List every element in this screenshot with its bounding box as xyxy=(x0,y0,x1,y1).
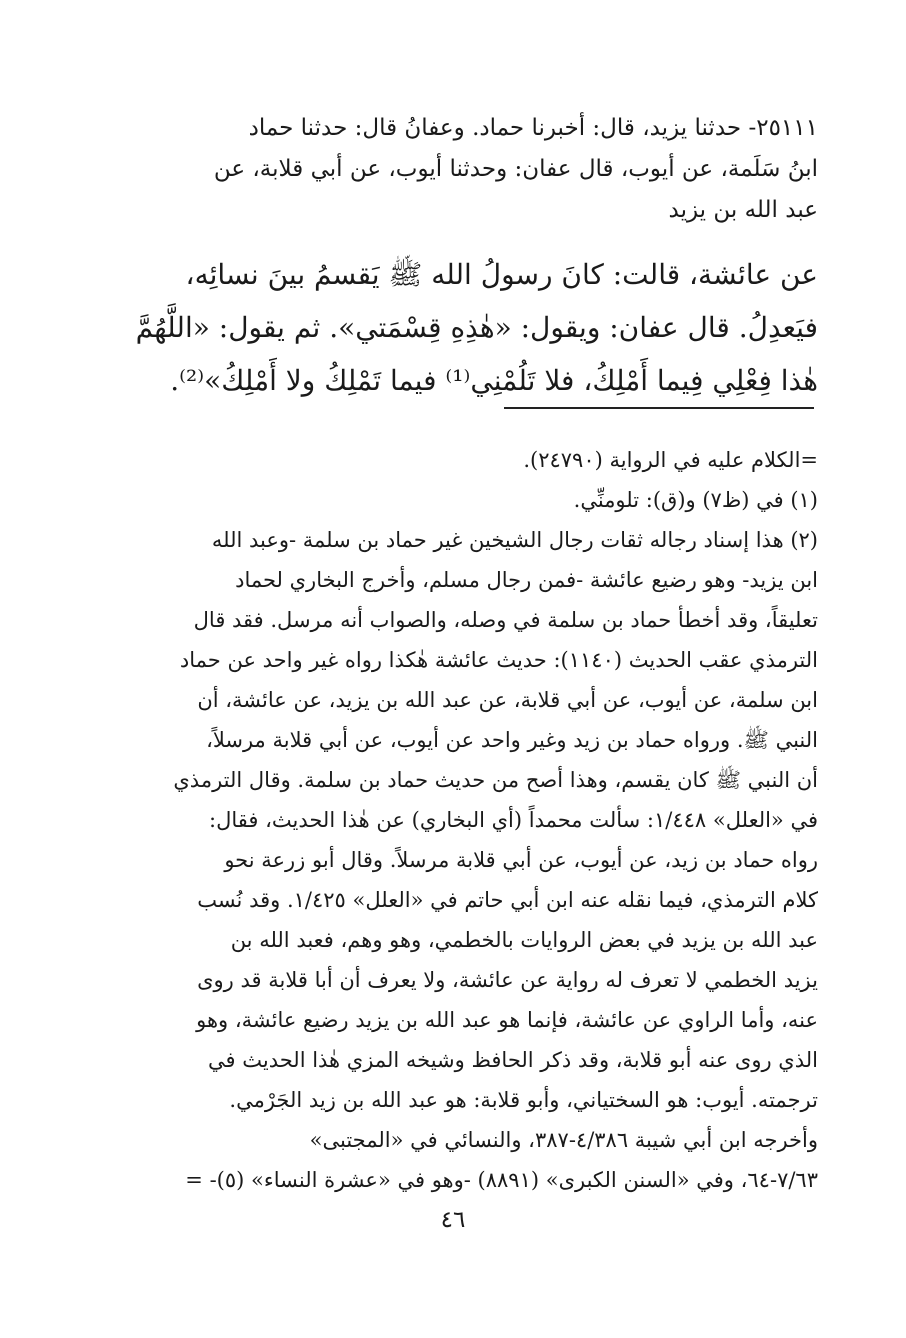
footnote-line: أن النبي ﷺ كان يقسم، وهذا أصح من حديث حماد بن سلمة. وقال الترمذي xyxy=(173,768,818,792)
footnote-separator xyxy=(504,407,814,409)
footnote-line: ٧/٦٣-٦٤، وفي «السنن الكبرى» (٨٨٩١) -وهو في «عشرة النساء» (٥)- = xyxy=(185,1168,818,1192)
footnote-line: الذي روى عنه أبو قلابة، وقد ذكر الحافظ وشيخه المزي هٰذا الحديث في xyxy=(208,1048,818,1072)
footnote-line: (١) في (ظ٧) و(ق): تلومنِّي. xyxy=(573,488,818,512)
footnote-line: ابن يزيد- وهو رضيع عائشة -فمن رجال مسلم، وأخرج البخاري لحماد xyxy=(235,568,818,592)
footnote-line: كلام الترمذي، فيما نقله عنه ابن أبي حاتم في «العلل» ١/٤٢٥. وقد نُسب xyxy=(197,888,818,912)
footnote-line: ابن سلمة، عن أيوب، عن أبي قلابة، عن عبد الله بن يزيد، عن عائشة، أن xyxy=(197,688,818,712)
footnote-line: عنه، وأما الراوي عن عائشة، فإنما هو عبد الله بن يزيد رضيع عائشة، وهو xyxy=(196,1008,818,1032)
footnote-line: الترمذي عقب الحديث (١١٤٠): حديث عائشة هٰكذا رواه غير واحد عن حماد xyxy=(179,648,818,672)
isnad-line: ابنُ سَلَمة، عن أيوب، قال عفان: وحدثنا أيوب، عن أبي قلابة، عن xyxy=(213,156,818,182)
footnote-line: رواه حماد بن زيد، عن أيوب، عن أبي قلابة مرسلاً. وقال أبو زرعة نحو xyxy=(224,848,818,872)
footnote-line: =الكلام عليه في الرواية (٢٤٧٩٠). xyxy=(523,448,818,472)
isnad-line: ٢٥١١١- حدثنا يزيد، قال: أخبرنا حماد. وعفانُ قال: حدثنا حماد xyxy=(248,115,818,141)
matn-line: عن عائشة، قالت: كانَ رسولُ الله ﷺ يَقسمُ بينَ نسائِه، xyxy=(185,258,818,291)
footnote-line: النبي ﷺ. ورواه حماد بن زيد وغير واحد عن أيوب، عن أبي قلابة مرسلاً، xyxy=(206,728,818,752)
hadith-matn xyxy=(88,248,818,407)
footnote-line: تعليقاً، وقد أخطأ حماد بن سلمة في وصله، والصواب أنه مرسل. فقد قال xyxy=(193,608,818,632)
matn-line: هٰذا فِعْلِي فِيما أَمْلِكُ، فلا تَلُمْنِي⁽¹⁾ فيما تَمْلِكُ ولا أَمْلِكُ»⁽²⁾. xyxy=(170,364,818,397)
footnote-line: ترجمته. أيوب: هو السختياني، وأبو قلابة: هو عبد الله بن زيد الجَرْمي. xyxy=(229,1088,818,1112)
footnote-line: (٢) هذا إسناد رجاله ثقات رجال الشيخين غير حماد بن سلمة -وعبد الله xyxy=(211,528,818,552)
footnote-line: في «العلل» ١/٤٤٨: سألت محمداً (أي البخاري) عن هٰذا الحديث، فقال: xyxy=(209,808,818,832)
matn-line: فيَعدِلُ. قال عفان: ويقول: «هٰذِهِ قِسْمَتي». ثم يقول: «اللَّهُمَّ xyxy=(135,311,818,344)
isnad-line: عبد الله بن يزيد xyxy=(668,197,818,223)
footnote-line: وأخرجه ابن أبي شيبة ٤/٣٨٦-٣٨٧، والنسائي في «المجتبى» xyxy=(309,1128,818,1152)
footnotes xyxy=(88,440,818,1200)
hadith-isnad xyxy=(88,108,818,231)
footnote-line: عبد الله بن يزيد في بعض الروايات بالخطمي، وهو وهم، فعبد الله بن xyxy=(230,928,818,952)
footnote-line: يزيد الخطمي لا تعرف له رواية عن عائشة، ولا يعرف أن أبا قلابة قد روى xyxy=(197,968,818,992)
page-number: ٤٦ xyxy=(440,1207,466,1233)
